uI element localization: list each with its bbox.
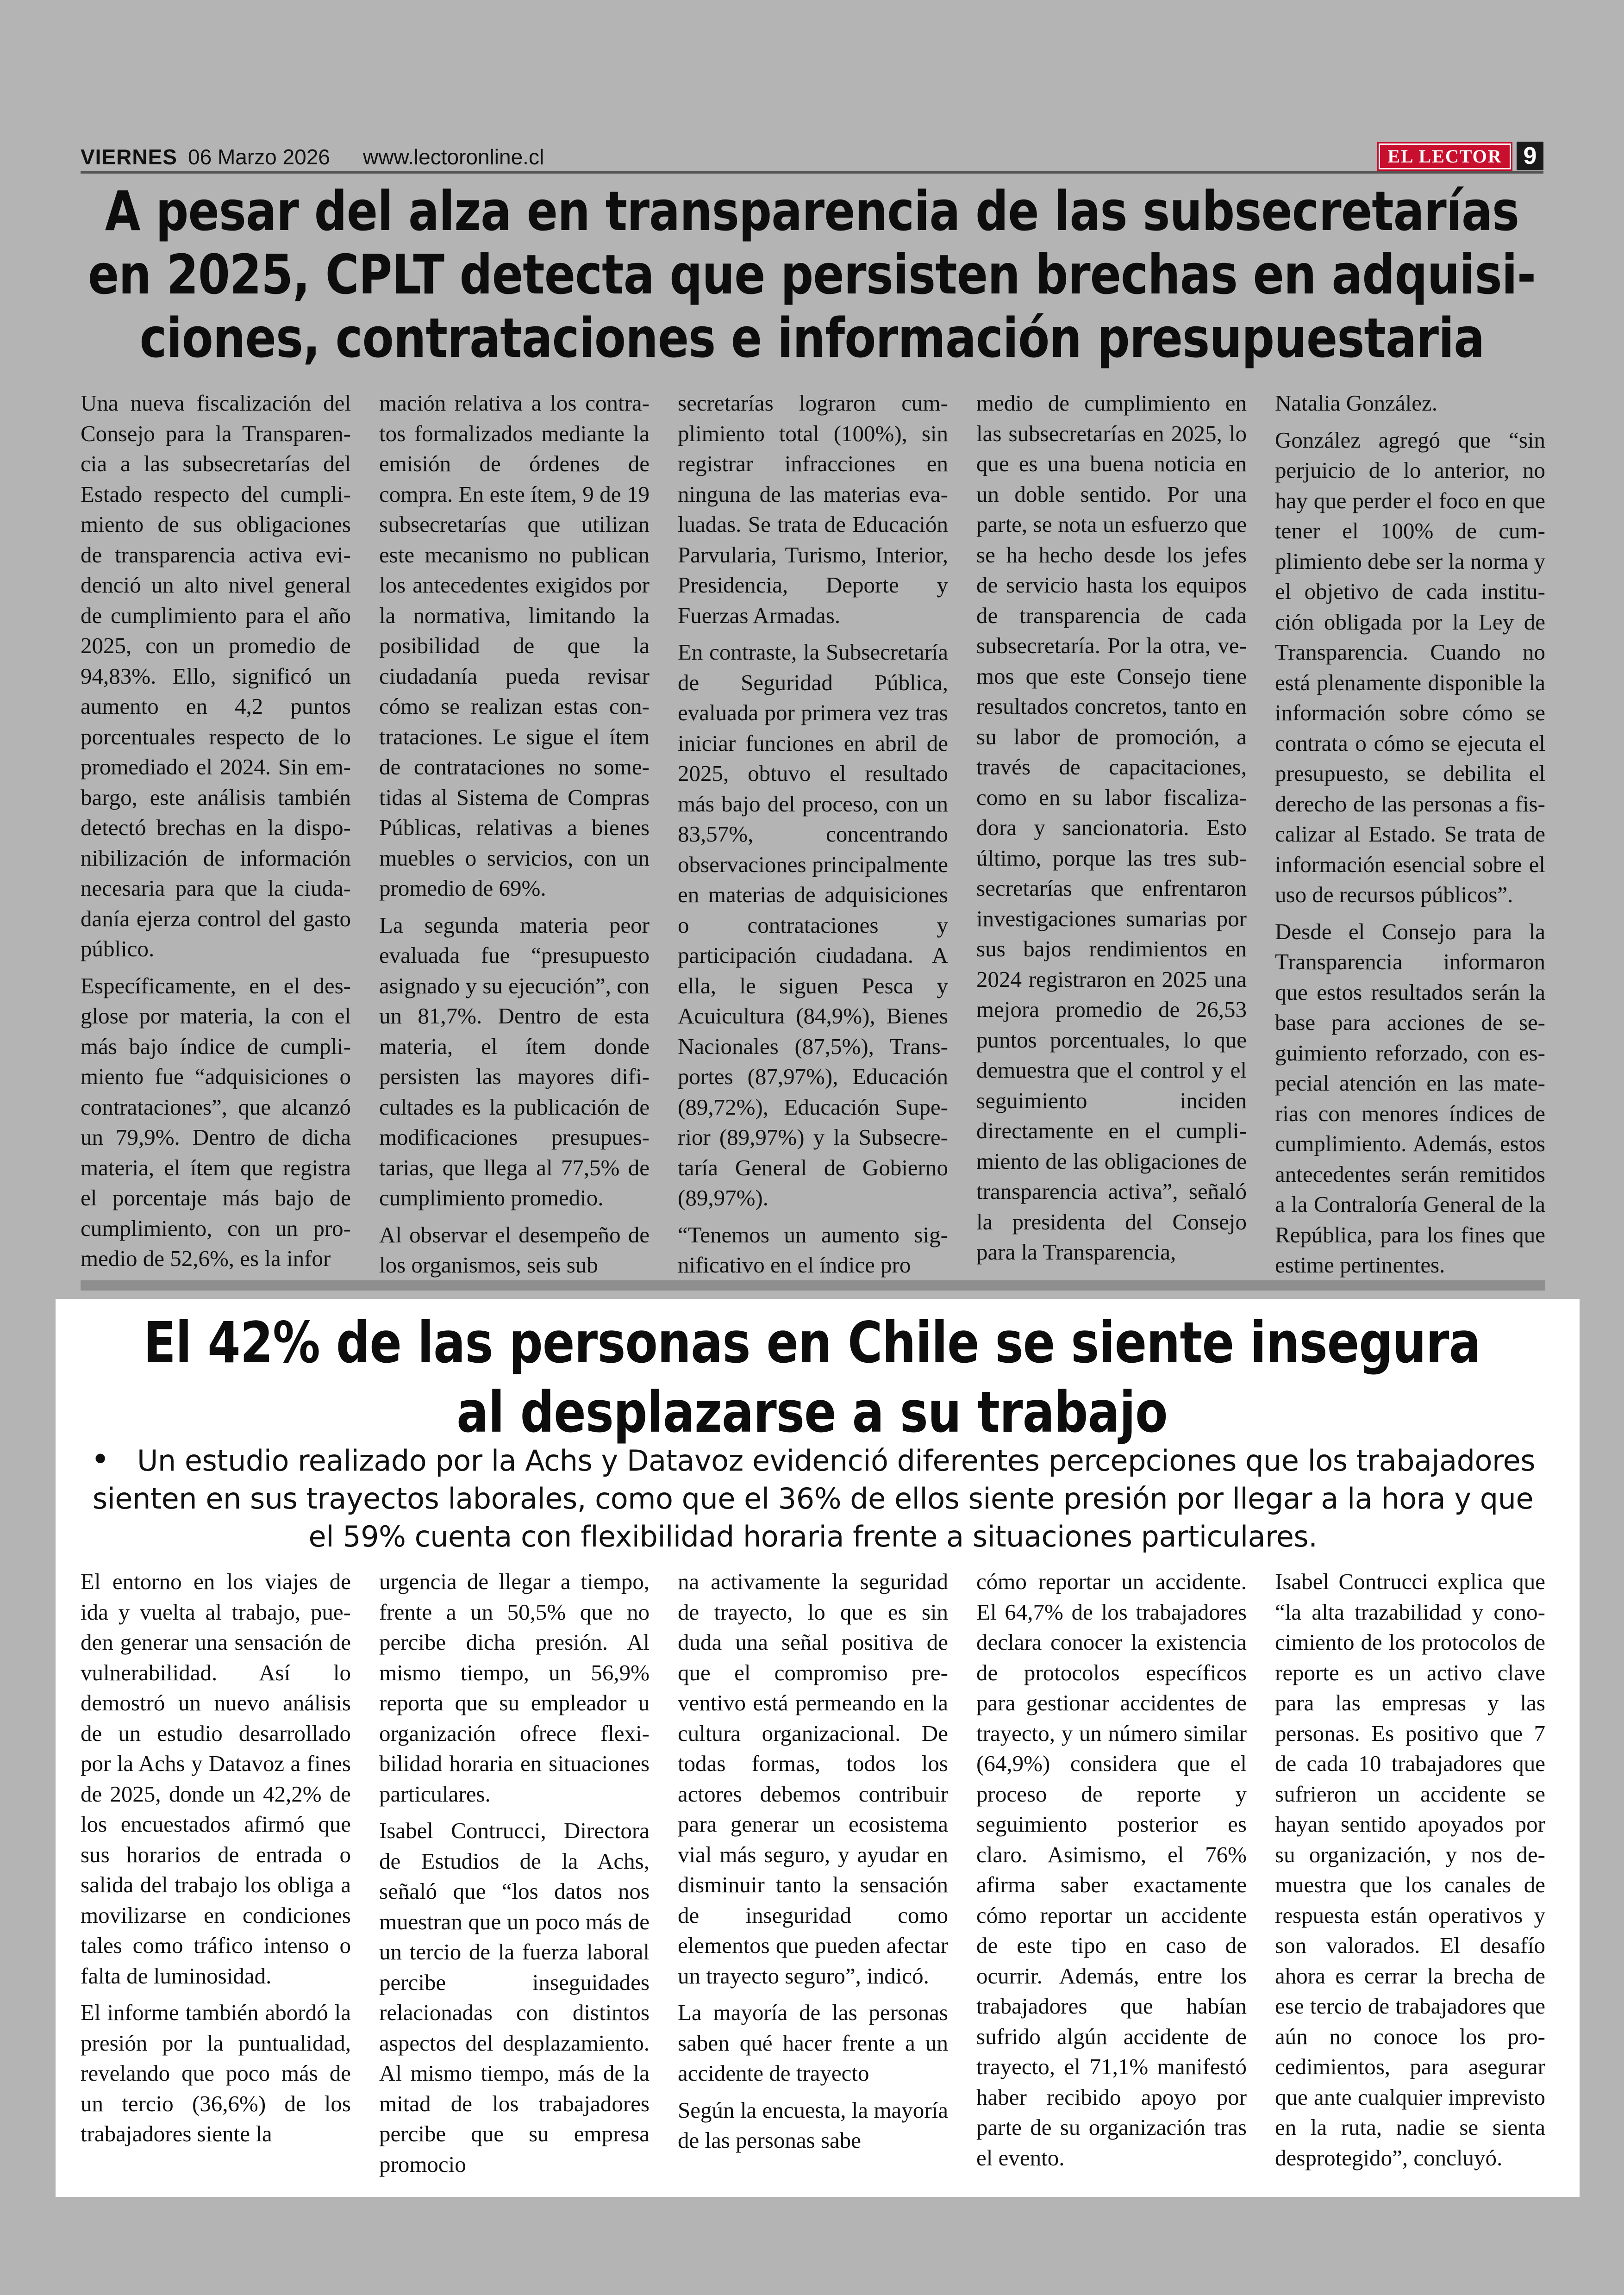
article1-column-4 [976,388,1247,1271]
paragraph: Al observar el desempeño de los organismos, seis sub [379,1222,650,1278]
article1-body [81,388,1545,1278]
article2-column-3 [678,1566,948,2182]
paragraph: medio de cumplimiento en las subsecretarías en 2025, lo que es una buena noticia en un doble sentido. Por una parte, se nota un esfuerzo que se ha hecho desde los jefes de servicio hasta los equipos de transparencia de cada subsecretaría. Por la otra, vemos que este Consejo tiene resultados concretos, tanto en su labor de promoción, a través de capacitaciones, como en su labor fiscalizadora y sancionatoria. Esto último, porque las tres subsecretarías que enfrentaron investigaciones sumarias por sus bajos rendimientos en 2024 registraron en 2025 una mejora promedio de 26,53 puntos porcentuales, lo que demuestra que el control y el seguimiento inciden directamente en el cumplimiento de las obligaciones de transparencia activa”, señaló la presidenta del Consejo para la Transparencia, [976,390,1247,1265]
article2-headline: El 42% de las personas en Chile se siente insegura al desplazarse a su trabajo [143,1310,1481,1445]
paragraph: Isabel Contrucci explica que “la alta trazabilidad y conocimiento de los protocolos de reporte es un activo clave para las empresas y las personas. Es positivo que 7 de cada 10 trabajadores que sufrieron un accidente se hayan sentido apoyados por su organización, y nos demuestra que los canales de respuesta están operativos y son valorados. El desafío ahora es cerrar la brecha de ese tercio de trabajadores que aún no conoce los procedimientos, para asegurar que ante cualquier imprevisto en la ruta, nadie se sienta desprotegido”, concluyó. [1275,1569,1545,2170]
section-divider [81,1280,1545,1291]
paragraph: Una nueva fiscalización del Consejo para la Transparencia a las subsecretarías del Estado respecto del cumplimiento de sus obligaciones de transparencia activa evidenció un alto nivel general de cumplimiento para el año 2025, con un promedio de 94,83%. Ello, significó un aumento en 4,2 puntos porcentuales respecto de lo promediado el 2024. Sin embargo, este análisis también detectó brechas en la disponibilización de información necesaria para que la ciudadanía ejerza control del gasto público. [81,390,351,961]
article2-column-4 [976,1566,1247,2182]
page-header [81,142,1543,174]
paragraph: “Tenemos un aumento significativo en el índice pro [678,1222,948,1278]
paragraph: Específicamente, en el desglose por materia, la con el más bajo índice de cumplimiento fue “adquisiciones o contrataciones”, que alcanzó un 79,9%. Dentro de dicha materia, el ítem que registra el porcentaje más bajo de cumplimiento, con un promedio de 52,6%, es la infor [81,973,351,1271]
paragraph: urgencia de llegar a tiempo, frente a un 50,5% que no percibe dicha presión. Al mismo tiempo, un 56,9% reporta que su empleador u organización ofrece flexibilidad horaria en situaciones particulares. [379,1569,650,1807]
paragraph: na activamente la seguridad de trayecto, lo que es sin duda una señal positiva de que el compromiso preventivo está permeando en la cultura organizacional. De todas formas, todos los actores debemos contribuir para generar un ecosistema vial más seguro, y ayudar en disminuir tanto la sensación de inseguridad como elementos que pueden afectar un trayecto seguro”, indicó. [678,1569,948,1989]
paragraph: Natalia González. [1275,390,1437,416]
paragraph: En contraste, la Subsecretaría de Seguridad Pública, evaluada por primera vez tras iniciar funciones en abril de 2025, obtuvo el resultado más bajo del proceso, con un 83,57%, concentrando observaciones principalmente en materias de adquisiciones o contrataciones y participación ciudadana. A ella, le siguen Pesca y Acuicultura (84,9%), Bienes Nacionales (87,5%), Transportes (87,97%), Educación (89,72%), Educación Superior (89,97%) y la Subsecretaría General de Gobierno (89,97%). [678,639,948,1210]
article2-body [81,1566,1545,2182]
header-day: VIERNES [81,145,177,169]
article1-column-5 [1275,388,1545,1278]
paragraph: La mayoría de las personas saben qué hacer frente a un accidente de trayecto [678,2000,948,2086]
article2-column-5 [1275,1566,1545,2182]
paragraph: secretarías lograron cumplimiento total (100%), sin registrar infracciones en ninguna de las materias evaluadas. Se trata de Educación Parvularia, Turismo, Interior, Presidencia, Deporte y Fuerzas Armadas. [678,390,948,628]
bullet-icon: • [90,1441,110,1478]
paragraph: Según la encuesta, la mayoría de las personas sabe [678,2097,948,2153]
page-number: 9 [1517,142,1543,170]
header-date: 06 Marzo 2026 [188,145,330,169]
article1-column-3 [678,388,948,1278]
paragraph: La segunda materia peor evaluada fue “presupuesto asignado y su ejecución”, con un 81,7%. Dentro de esta materia, el ítem donde persisten las mayores dificultades es la publicación de modificaciones presupuestarias, que llega al 77,5% de cumplimiento promedio. [379,912,650,1210]
paragraph: El entorno en los viajes de ida y vuelta al trabajo, pueden generar una sensación de vulnerabilidad. Así lo demostró un nuevo análisis de un estudio desarrollado por la Achs y Datavoz a fines de 2025, donde un 42,2% de los encuestados afirmó que sus horarios de entrada o salida del trabajo los obliga a movilizarse en condiciones tales como tráfico intenso o falta de luminosidad. [81,1569,351,1989]
header-url: www.lectoronline.cl [363,145,544,169]
article2-subheadline [81,1441,1545,1556]
paragraph: cómo reportar un accidente. El 64,7% de los trabajadores declara conocer la existencia de protocolos específicos para gestionar accidentes de trayecto, y un número similar (64,9%) considera que el proceso de reporte y seguimiento posterior es claro. Asimismo, el 76% afirma saber exactamente cómo reportar un accidente de este tipo en caso de ocurrir. Además, entre los trabajadores que habían sufrido algún accidente de trayecto, el 71,1% manifestó haber recibido apoyo por parte de su organización tras el evento. [976,1569,1247,2170]
article1-headline: A pesar del alza en transparencia de las subsecretarías en 2025, CPLT detecta que persisten brechas en adquisiciones, contrataciones e información presupuestaria [87,179,1537,370]
article2-column-1 [81,1566,351,2182]
paragraph: mación relativa a los contratos formalizados mediante la emisión de órdenes de compra. En este ítem, 9 de 19 subsecretarías que utilizan este mecanismo no publican los antecedentes exigidos por la normativa, limitando la posibilidad de que la ciudadanía pueda revisar cómo se realizan estas contrataciones. Le sigue el ítem de contrataciones no sometidas al Sistema de Compras Públicas, relativas a bienes muebles o servicios, con un promedio de 69%. [379,390,650,901]
paragraph: El informe también abordó la presión por la puntualidad, revelando que poco más de un tercio (36,6%) de los trabajadores siente la [81,2000,351,2146]
paragraph: Desde el Consejo para la Transparencia informaron que estos resultados serán la base para acciones de seguimiento reforzado, con especial atención en las materias con menores índices de cumplimiento. Además, estos antecedentes serán remitidos a la Contraloría General de la República, para los fines que estime pertinentes. [1275,918,1545,1278]
article1-column-2 [379,388,650,1278]
paragraph: González agregó que “sin perjuicio de lo anterior, no hay que perder el foco en que tener el 100% de cumplimiento debe ser la norma y el objetivo de cada institución obligada por la Ley de Transparencia. Cuando no está plenamente disponible la información sobre cómo se contrata o cómo se ejecuta el presupuesto, se debilita el derecho de las personas a fiscalizar al Estado. Se trata de información esencial sobre el uso de recursos públicos”. [1275,427,1545,907]
article2-column-2 [379,1566,650,2182]
article1-column-1 [81,388,351,1271]
subheadline-text: Un estudio realizado por la Achs y Datavoz evidenció diferentes percepciones que los trabajadores sienten en sus trayectos laborales, como que el 36% de ellos siente presión por llegar a la hora y que el 59% cuenta con flexibilidad horaria frente a situaciones particulares. [92,1444,1536,1553]
el-lector-logo: EL LECTOR [1379,143,1511,169]
paragraph: Isabel Contrucci, Directora de Estudios de la Achs, señaló que “los datos nos muestran que un poco más de un tercio de la fuerza laboral percibe inseguidades relacionadas con distintos aspectos del desplazamiento. Al mismo tiempo, más de la mitad de los trabajadores percibe que su empresa promocio [379,1818,650,2177]
